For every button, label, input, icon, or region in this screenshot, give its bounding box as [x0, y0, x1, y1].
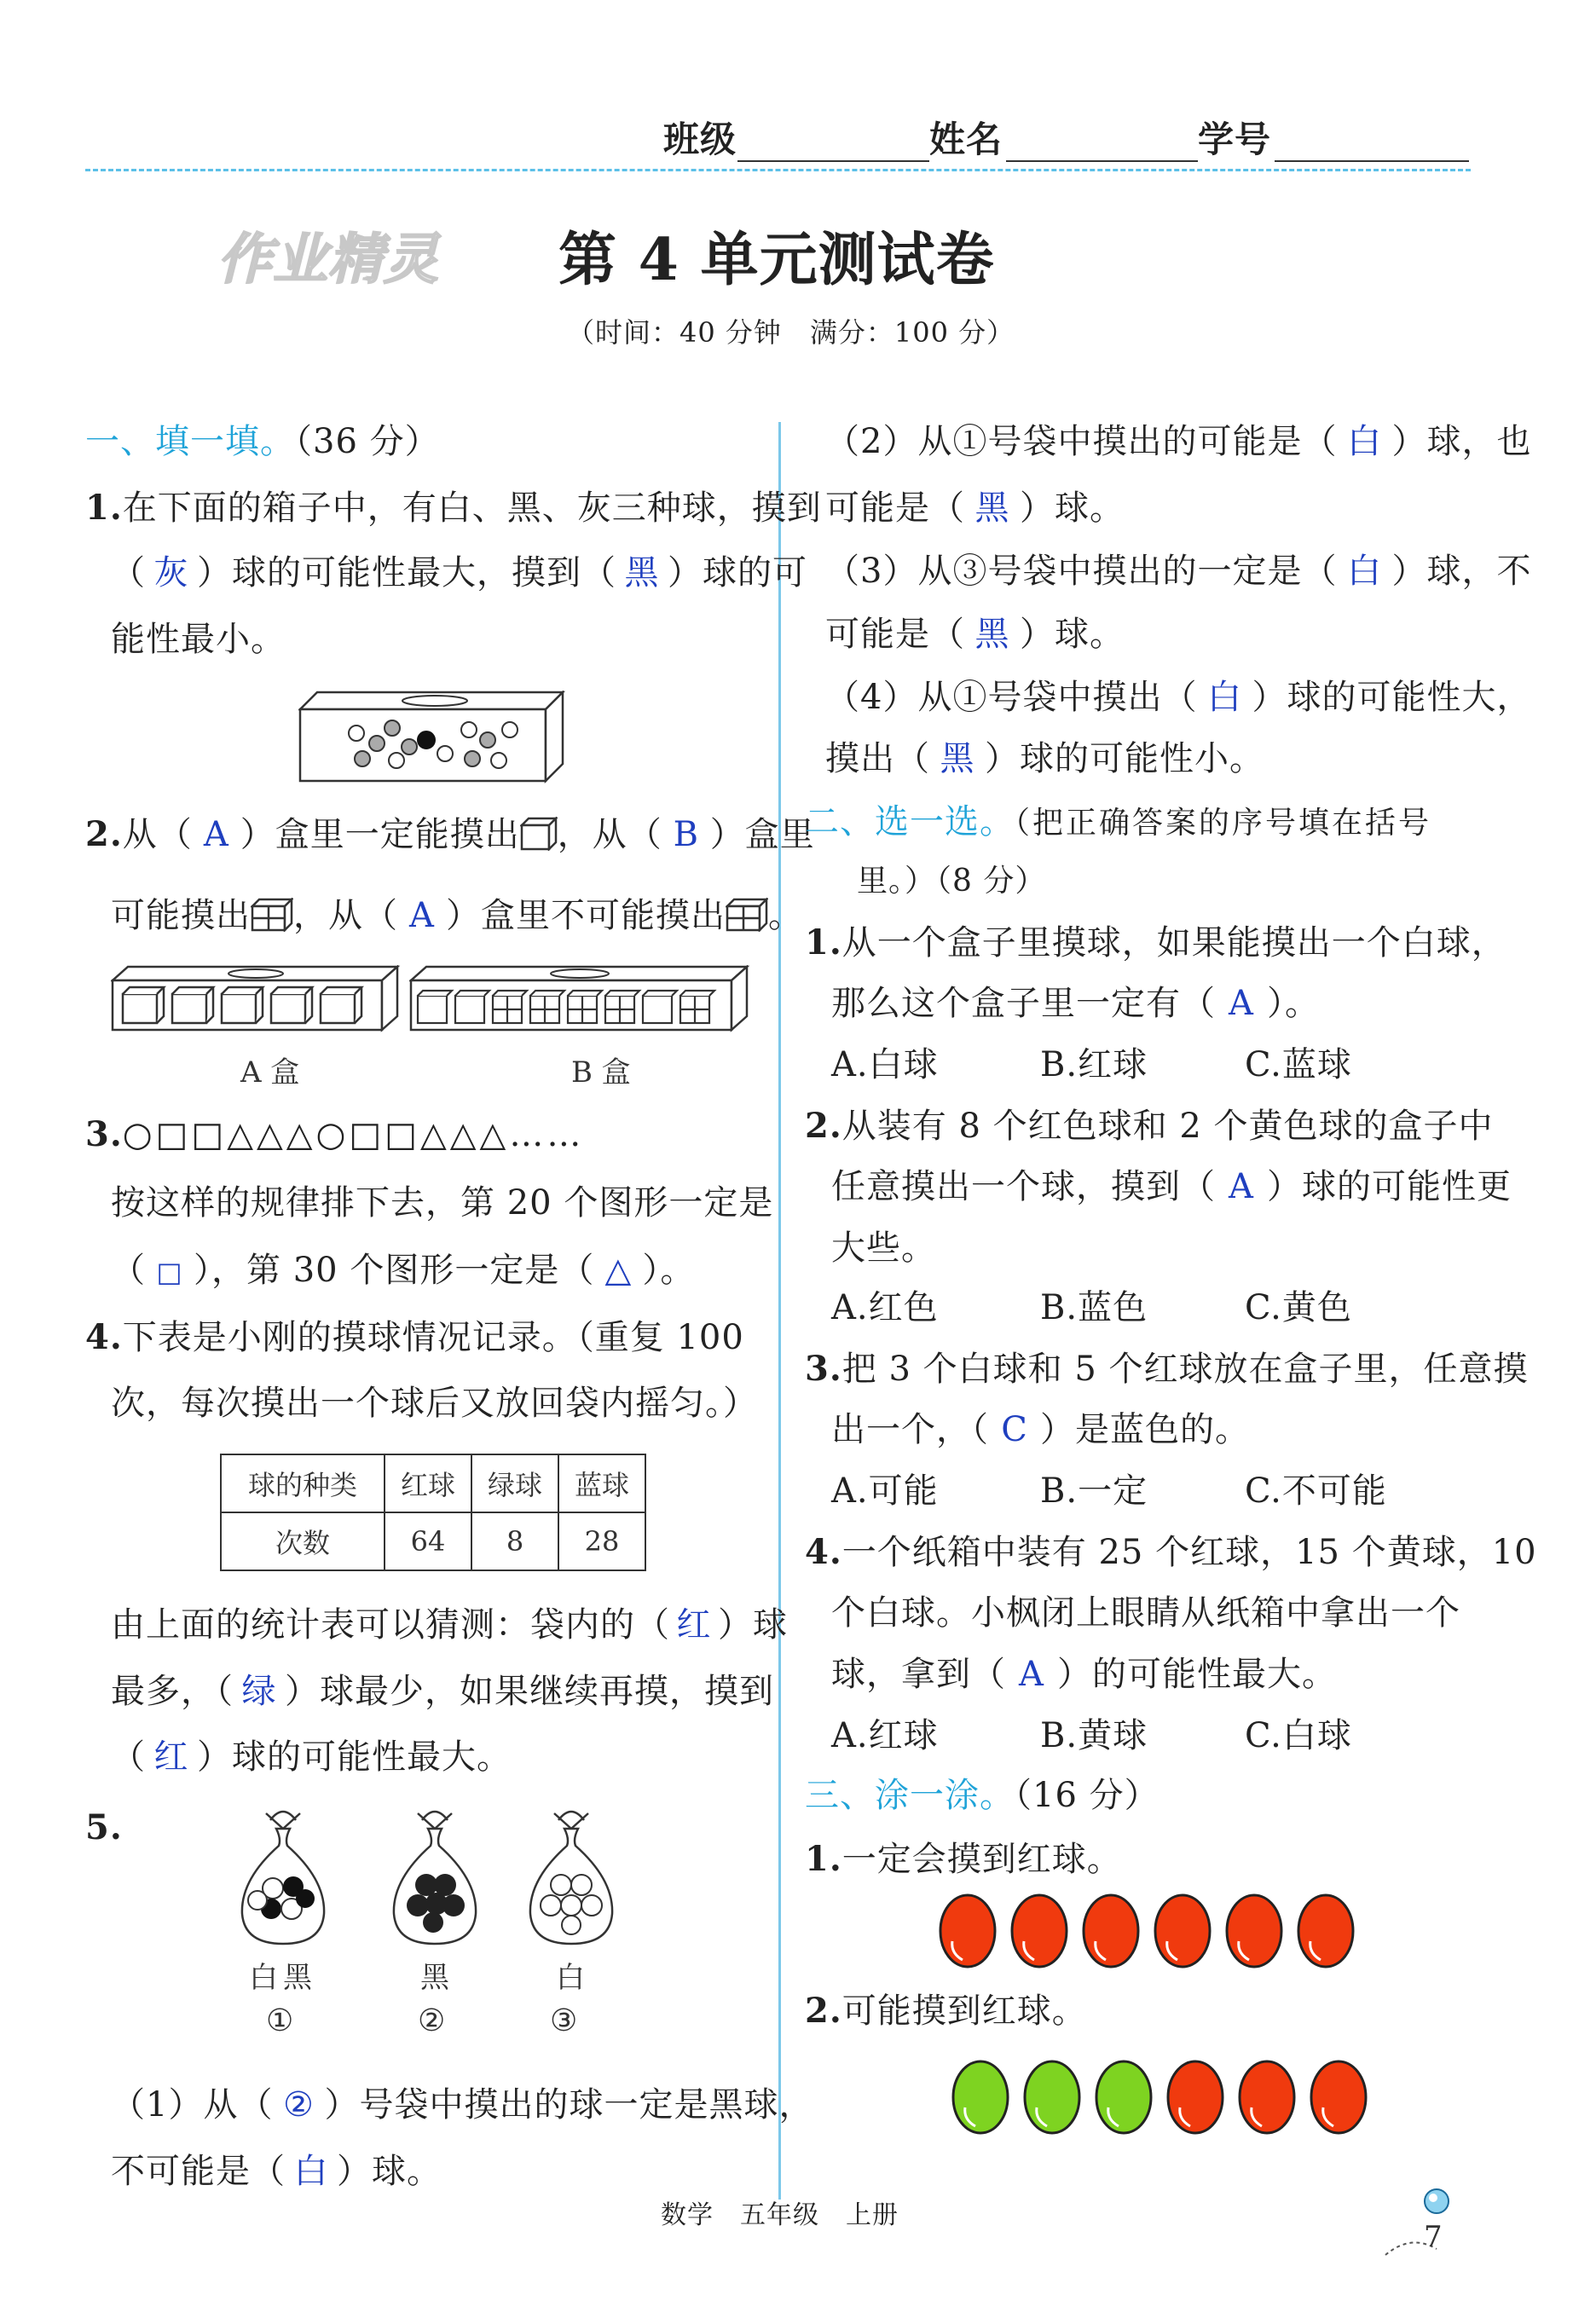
- red-ball: [1012, 1895, 1067, 1967]
- red-ball: [1311, 2061, 1366, 2133]
- s3-q1-balls: [934, 1888, 1368, 1974]
- table-cell: 8: [471, 1512, 558, 1570]
- footer-text: 数学 五年级 上册: [661, 2200, 899, 2230]
- answer: A: [409, 896, 435, 935]
- red-ball: [1298, 1895, 1353, 1967]
- s2-q3-opt-c: C.不可能: [1245, 1471, 1387, 1511]
- answer: ②: [283, 2085, 315, 2125]
- table-cell: 次数: [221, 1512, 385, 1570]
- section-1-heading: 一、填一填。（36 分）: [85, 422, 440, 461]
- s1-q1-line2: （ 灰 ）球的可能性最大，摸到（ 黑 ）球的可: [111, 553, 807, 593]
- cube-icon: [520, 817, 558, 851]
- s2-q2-line3: 大些。: [831, 1228, 936, 1268]
- page-subtitle: （时间：40 分钟 满分：100 分）: [567, 316, 1015, 349]
- section-2-note-cont: 里。）（8 分）: [857, 864, 1047, 899]
- page-number: 7: [1424, 2220, 1443, 2254]
- header-dashed-rule: [85, 169, 1471, 171]
- grid-cube-icon: [726, 898, 768, 932]
- s1-q4-line2: 次，每次摸出一个球后又放回袋内摇匀。）: [111, 1384, 758, 1423]
- answer: A: [1229, 984, 1254, 1023]
- answer: 黑: [940, 739, 975, 778]
- answer: 黑: [974, 489, 1010, 528]
- s1-q5-p2-line1: （2）从①号袋中摸出的可能是（ 白 ）球，也: [825, 422, 1532, 461]
- box-b-label: B 盒: [571, 1055, 631, 1090]
- s2-q2-opt-a: A.红色: [831, 1288, 939, 1327]
- answer: B: [673, 815, 699, 854]
- name-label: 姓名: [929, 119, 1003, 160]
- answer: 灰: [153, 553, 189, 593]
- s2-q3-line1: 3.把 3 个白球和 5 个红球放在盒子里，任意摸: [805, 1349, 1529, 1389]
- s1-q5-p1-line2: 不可能是（ 白 ）球。: [111, 2152, 442, 2191]
- s2-q2-line1: 2.从装有 8 个红色球和 2 个黄色球的盒子中: [805, 1106, 1494, 1146]
- s1-q4-line1: 4.下表是小刚的摸球情况记录。（重复 100: [85, 1317, 744, 1357]
- page-title: 第 4 单元测试卷: [558, 226, 995, 294]
- s1-q4-line4: 最多，（ 绿 ）球最少，如果继续再摸，摸到: [111, 1672, 774, 1711]
- s2-q2-opt-b: B.蓝色: [1040, 1288, 1148, 1327]
- box-a-illustration: [111, 965, 401, 1033]
- s2-q1-opt-a: A.白球: [831, 1045, 939, 1084]
- table-header-cell: 蓝球: [558, 1454, 645, 1512]
- table-cell: 64: [385, 1512, 471, 1570]
- s1-q5-p4-line2: 摸出（ 黑 ）球的可能性小。: [825, 739, 1264, 778]
- bag-3-illustration: [520, 1803, 622, 1948]
- s2-q4-line1: 4.一个纸箱中装有 25 个红球，15 个黄球，10: [805, 1532, 1537, 1572]
- watermark: 作业精灵: [217, 228, 439, 292]
- s2-q1-line1: 1.从一个盒子里摸球，如果能摸出一个白球，: [805, 922, 1506, 963]
- answer: A: [1229, 1167, 1254, 1206]
- red-ball: [940, 1895, 995, 1967]
- s1-q5-number: 5.: [85, 1807, 123, 1847]
- box-b-illustration: [409, 965, 750, 1033]
- table-header-cell: 绿球: [471, 1454, 558, 1512]
- grid-cube-icon: [251, 898, 293, 932]
- bag-3-number: ③: [550, 2003, 578, 2038]
- column-divider: [778, 422, 781, 2200]
- bag-3-label: 白: [556, 1961, 585, 1995]
- s1-q3-line2: 按这样的规律排下去，第 20 个图形一定是: [111, 1183, 774, 1223]
- s2-q4-opt-c: C.白球: [1245, 1716, 1352, 1755]
- bag-2-label: 黑: [420, 1961, 449, 1995]
- s3-q1-text: 1.一定会摸到红球。: [805, 1839, 1122, 1879]
- answer: A: [1019, 1655, 1044, 1694]
- s3-q2-balls: [946, 2055, 1381, 2140]
- table-cell: 28: [558, 1512, 645, 1570]
- bag-1-illustration: [232, 1803, 334, 1948]
- s3-q2-text: 2.可能摸到红球。: [805, 1991, 1087, 2031]
- s2-q1-opt-c: C.蓝球: [1245, 1045, 1352, 1084]
- s2-q3-opt-a: A.可能: [831, 1471, 939, 1511]
- s2-q1-line2: 那么这个盒子里一定有（ A ）。: [831, 984, 1320, 1023]
- table-header-cell: 球的种类: [221, 1454, 385, 1512]
- answer: 白: [1346, 422, 1382, 461]
- green-ball: [1025, 2061, 1079, 2133]
- class-field[interactable]: [737, 160, 929, 162]
- s2-q4-opt-b: B.黄球: [1040, 1716, 1148, 1755]
- red-ball: [1227, 1895, 1281, 1967]
- s2-q4-opt-a: A.红球: [831, 1716, 939, 1755]
- box-a-label: A 盒: [240, 1055, 300, 1090]
- ball-box-illustration: [298, 691, 567, 784]
- answer: C: [1001, 1410, 1028, 1449]
- s1-q2-line2: 可能摸出 ，从（ A ）盒里不可能摸出 。: [111, 896, 803, 935]
- s2-q4-line2: 个白球。小枫闭上眼睛从纸箱中拿出一个: [831, 1593, 1460, 1633]
- bag-2-number: ②: [418, 2003, 446, 2038]
- answer: 黑: [624, 553, 660, 593]
- s1-q5-p2-line2: 可能是（ 黑 ）球。: [825, 489, 1125, 528]
- s2-q2-opt-c: C.黄色: [1245, 1288, 1352, 1327]
- answer: 红: [676, 1605, 712, 1645]
- tally-table: [220, 1454, 646, 1571]
- answer: A: [203, 815, 229, 854]
- s2-q3-line2: 出一个，（ C ）是蓝色的。: [831, 1410, 1250, 1449]
- answer: □: [156, 1256, 183, 1288]
- s1-q5-p4-line1: （4）从①号袋中摸出（ 白 ）球的可能性大，: [825, 678, 1532, 717]
- s1-q5-p3-line2: 可能是（ 黑 ）球。: [825, 615, 1125, 654]
- s1-q5-p3-line1: （3）从③号袋中摸出的一定是（ 白 ）球，不: [825, 552, 1532, 591]
- s1-q4-line3: 由上面的统计表可以猜测：袋内的（ 红 ）球: [111, 1605, 788, 1645]
- bag-1-number: ①: [266, 2003, 294, 2038]
- answer: 白: [293, 2152, 329, 2191]
- red-ball: [1084, 1895, 1138, 1967]
- s1-q3-line1: 3.○□□△△△○□□△△△……: [85, 1114, 585, 1154]
- s2-q2-line2: 任意摸出一个球，摸到（ A ）球的可能性更: [831, 1167, 1512, 1206]
- answer: 白: [1346, 552, 1382, 591]
- bag-1-label: 白黑: [249, 1961, 317, 1995]
- answer: 黑: [974, 615, 1010, 654]
- green-ball: [953, 2061, 1008, 2133]
- s2-q1-opt-b: B.红球: [1040, 1045, 1148, 1084]
- section-3-heading: 三、涂一涂。（16 分）: [805, 1776, 1160, 1815]
- red-ball: [1168, 2061, 1223, 2133]
- id-label: 学号: [1198, 119, 1272, 160]
- s1-q2-line1: 2.从（ A ）盒里一定能摸出 ，从（ B ）盒里: [85, 814, 815, 854]
- answer: △: [604, 1251, 633, 1290]
- green-ball: [1096, 2061, 1151, 2133]
- s1-q4-line5: （ 红 ）球的可能性最大。: [111, 1737, 512, 1777]
- answer: 红: [153, 1737, 189, 1777]
- bag-2-illustration: [384, 1803, 486, 1948]
- s2-q4-line3: 球，拿到（ A ）的可能性最大。: [831, 1655, 1337, 1694]
- answer: 白: [1206, 678, 1242, 717]
- s1-q5-p1-line1: （1）从（ ② ）号袋中摸出的球一定是黑球，: [111, 2085, 814, 2125]
- name-field[interactable]: [1006, 160, 1198, 162]
- answer: 绿: [241, 1672, 277, 1711]
- s1-q1-line1: 1.在下面的箱子中，有白、黑、灰三种球，摸到: [85, 488, 822, 528]
- class-label: 班级: [663, 119, 737, 160]
- red-ball: [1155, 1895, 1210, 1967]
- s1-q1-line3: 能性最小。: [111, 620, 286, 659]
- s2-q3-opt-b: B.一定: [1040, 1471, 1148, 1511]
- s1-q3-line3: （ □ ），第 30 个图形一定是（ △ ）。: [111, 1250, 695, 1292]
- table-header-cell: 红球: [385, 1454, 471, 1512]
- section-2-heading: 二、选一选。（把正确答案的序号填在括号: [805, 802, 1432, 841]
- id-field[interactable]: [1275, 160, 1469, 162]
- red-ball: [1240, 2061, 1294, 2133]
